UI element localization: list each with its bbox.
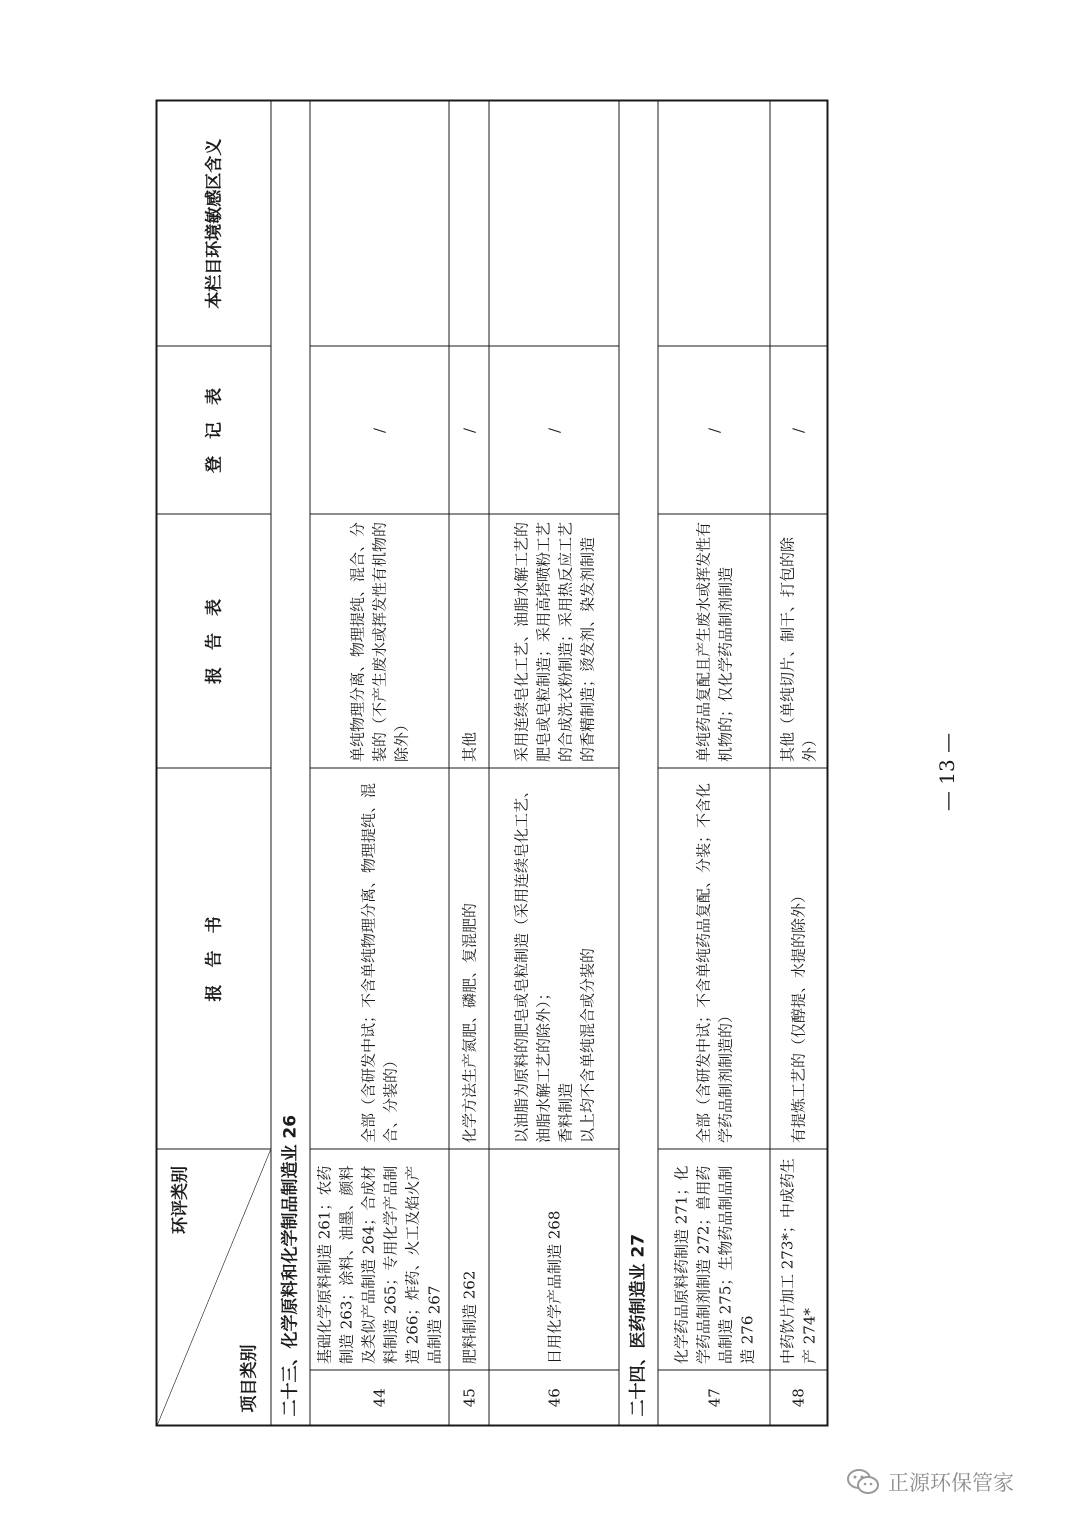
header-report-form: 报 告 表 xyxy=(156,514,271,768)
sensitive-area-cell xyxy=(658,100,770,346)
row-number: 48 xyxy=(770,1370,827,1425)
report-book-line: 以油脂为原料的肥皂或皂粒制造（采用连续皂化工艺、油脂水解工艺的除外）； xyxy=(511,782,552,1143)
table-header-row xyxy=(156,100,271,1425)
report-book-line: 以上均不含单纯混合或分装的 xyxy=(577,947,596,1143)
wechat-icon xyxy=(846,1468,880,1496)
header-report-book: 报 告 书 xyxy=(156,768,271,1149)
report-book-cell: 化学方法生产氮肥、磷肥、复混肥的 xyxy=(449,768,489,1149)
project-category: 基础化学原料制造 261；农药制造 263；涂料、油墨、颜料及类似产品制造 264；合成材料制造 265；专用化学产品制造 266；炸药、火工及焰火产品制造 267 xyxy=(310,1149,449,1370)
report-book-cell: 全部（含研发中试；不含单纯药品复配、分装；不含化学药品制剂制造的） xyxy=(658,768,770,1149)
project-category: 中药饮片加工 273*；中成药生产 274* xyxy=(770,1149,827,1370)
report-form-cell: 其他（单纯切片、制干、打包的除外） xyxy=(770,514,827,768)
row-number: 44 xyxy=(310,1370,449,1425)
report-book-cell: 有提炼工艺的（仅醇提、水提的除外） xyxy=(770,768,827,1149)
register-cell: / xyxy=(310,346,449,514)
row-number: 46 xyxy=(489,1370,619,1425)
watermark-text: 正源环保管家 xyxy=(888,1471,1014,1495)
watermark xyxy=(846,1467,1014,1497)
sensitive-area-cell xyxy=(310,100,449,346)
report-book-cell: 全部（含研发中试；不含单纯物理分离、物理提纯、混合、分装的） xyxy=(310,768,449,1149)
row-number: 45 xyxy=(449,1370,489,1425)
section-row xyxy=(271,100,310,1425)
section-row xyxy=(619,100,658,1425)
project-category: 日用化学产品制造 268 xyxy=(489,1149,619,1370)
report-form-cell: 单纯药品复配且产生废水或挥发性有机物的；仅化学药品制剂制造 xyxy=(658,514,770,768)
section-title: 二十三、化学原料和化学制品制造业 26 xyxy=(271,100,310,1425)
sensitive-area-cell xyxy=(770,100,827,346)
project-category: 化学药品原料药制造 271；化学药品制剂制造 272；兽用药品制造 275；生物药品制品制造 276 xyxy=(658,1149,770,1370)
header-sensitive-area: 本栏目环境敏感区含义 xyxy=(156,100,271,346)
section-title: 二十四、医药制造业 27 xyxy=(619,100,658,1425)
table-row xyxy=(449,100,489,1425)
register-cell: / xyxy=(449,346,489,514)
row-number: 47 xyxy=(658,1370,770,1425)
header-register-form: 登 记 表 xyxy=(156,346,271,514)
header-eia-category: 环评类别 xyxy=(170,1165,190,1234)
project-category: 肥料制造 262 xyxy=(449,1149,489,1370)
eia-classification-table xyxy=(155,99,828,1426)
table-row xyxy=(489,100,619,1425)
table-row xyxy=(658,100,770,1425)
register-cell: / xyxy=(770,346,827,514)
page-number xyxy=(927,712,967,832)
report-form-cell: 采用连续皂化工艺、油脂水解工艺的肥皂或皂粒制造；采用高塔喷粉工艺的合成洗衣粉制造；采用热反应工艺的香精制造；烫发剂、染发剂制造 xyxy=(489,514,619,768)
table-row xyxy=(770,100,827,1425)
corner-header-cell xyxy=(156,1149,271,1425)
page-number-text: — 13 — xyxy=(935,732,960,812)
rotated-table-container xyxy=(155,101,925,1426)
sensitive-area-cell xyxy=(489,100,619,346)
sensitive-area-cell xyxy=(449,100,489,346)
report-book-cell xyxy=(489,768,619,1149)
register-cell: / xyxy=(489,346,619,514)
report-book-line: 香料制造 xyxy=(555,1082,574,1143)
report-form-cell: 单纯物理分离、物理提纯、混合、分装的（不产生废水或挥发性有机物的除外） xyxy=(310,514,449,768)
table-row xyxy=(310,100,449,1425)
register-cell: / xyxy=(658,346,770,514)
report-form-cell: 其他 xyxy=(449,514,489,768)
header-project-category: 项目类别 xyxy=(239,1344,259,1412)
